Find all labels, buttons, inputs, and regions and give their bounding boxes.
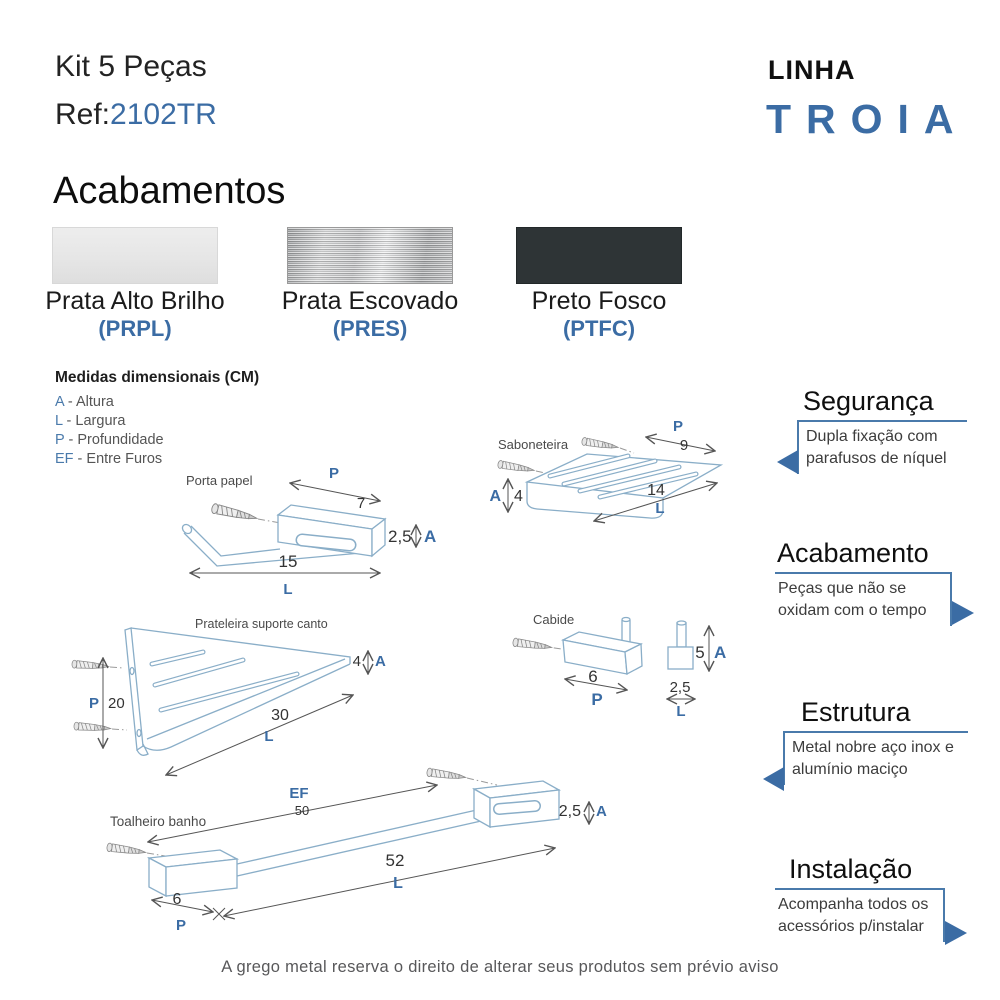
dim-value-ef: 50 xyxy=(294,803,310,818)
finish-name: Preto Fosco xyxy=(531,287,667,315)
drawing-label: Prateleira suporte canto xyxy=(195,617,328,631)
dim-letter-ef: EF xyxy=(289,785,309,802)
dim-letter-l: L xyxy=(676,703,686,720)
finish-name: Prata Alto Brilho xyxy=(45,287,225,315)
callout-text xyxy=(783,731,968,785)
dim-value-p: 9 xyxy=(679,437,689,454)
callout-text xyxy=(797,420,967,474)
swatch-brushed-silver xyxy=(287,227,453,284)
legend-sep: - xyxy=(62,413,76,429)
callout-title: Segurança xyxy=(803,386,934,416)
callout-title: Instalação xyxy=(789,854,913,884)
drawing-label: Toalheiro banho xyxy=(110,814,207,829)
dim-letter-p: P xyxy=(328,465,340,482)
ref-label: Ref: xyxy=(55,98,111,131)
callout-estrutura xyxy=(783,697,968,785)
callout-acabamento xyxy=(775,538,952,626)
legend-key: L xyxy=(55,413,63,429)
legend-label: Altura xyxy=(75,394,114,410)
dim-letter-l: L xyxy=(283,581,293,598)
dim-letter-a: A xyxy=(714,643,727,662)
dim-value-a: 2,5 xyxy=(558,803,581,820)
arrow-right-icon xyxy=(952,601,974,625)
drawing-label: Saboneteira xyxy=(498,437,569,452)
finish-code: (PRPL) xyxy=(98,316,172,341)
dim-letter-a: A xyxy=(489,488,501,505)
swatch-matte-black xyxy=(516,227,682,284)
legend-sep: - xyxy=(63,394,76,410)
callout-text-content: Peças que não se oxidam com o tempo xyxy=(778,580,927,619)
swatch-gloss-silver xyxy=(52,227,218,284)
prateleira-body xyxy=(125,628,350,755)
legend-key: EF xyxy=(55,451,74,467)
extension-cross xyxy=(213,908,225,920)
ref-line xyxy=(55,98,217,132)
centerline xyxy=(620,448,634,453)
dim-value-l: 15 xyxy=(278,552,298,571)
arrow-left-icon xyxy=(763,767,784,791)
callout-text xyxy=(775,572,952,626)
saboneteira-body xyxy=(527,454,721,518)
dim-value-l: 30 xyxy=(271,707,289,724)
legend-row xyxy=(55,393,259,412)
dim-value-p: 20 xyxy=(108,695,125,712)
dim-value-p: 6 xyxy=(172,891,182,908)
centerline xyxy=(112,729,127,730)
legend-sep: - xyxy=(64,432,78,448)
toalheiro-body xyxy=(149,781,559,896)
screw-icon xyxy=(497,460,535,474)
line-name: TROIA xyxy=(766,96,969,142)
dim-letter-l: L xyxy=(393,875,403,892)
dim-value-a: 4 xyxy=(514,488,523,505)
dim-value-a: 4 xyxy=(352,653,361,670)
dim-letter-p: P xyxy=(591,690,603,709)
screw-icon xyxy=(211,503,258,523)
dim-value-p: 7 xyxy=(356,495,366,512)
legend-label: Entre Furos xyxy=(86,451,163,467)
dim-letter-p: P xyxy=(175,917,187,934)
centerline xyxy=(467,778,497,785)
legend-key: P xyxy=(55,432,65,448)
dim-value-l: 2,5 xyxy=(669,679,691,696)
centerline xyxy=(110,667,123,668)
screw-icon xyxy=(74,722,111,733)
cabide-drawing xyxy=(495,590,765,735)
finish-code: (PRES) xyxy=(332,316,408,341)
callout-text-content: Dupla fixação com parafusos de níquel xyxy=(806,428,947,467)
dim-letter-a: A xyxy=(375,653,386,670)
legend-label: Largura xyxy=(75,413,126,429)
saboneteira-drawing xyxy=(470,415,740,535)
line-label: LINHA xyxy=(768,55,856,85)
cabide-body xyxy=(563,618,693,675)
finishes-title: Acabamentos xyxy=(53,170,286,212)
dim-value-p: 6 xyxy=(588,667,598,686)
dim-value-l: 14 xyxy=(647,482,665,499)
finish-code: (PTFC) xyxy=(562,316,636,341)
callout-title: Estrutura xyxy=(801,697,911,727)
finish-name: Prata Escovado xyxy=(281,287,459,315)
ref-value: 2102TR xyxy=(110,98,217,131)
callout-instalacao xyxy=(775,854,945,942)
callout-text-content: Metal nobre aço inox e alumínio maciço xyxy=(792,739,954,778)
legend-sep: - xyxy=(73,451,87,467)
footer-disclaimer: A grego metal reserva o direito de alterar seus produtos sem prévio aviso xyxy=(221,958,779,976)
screw-icon xyxy=(106,843,146,857)
legend-label: Profundidade xyxy=(77,432,164,448)
drawing-label: Porta papel xyxy=(186,473,253,488)
dim-value-a: 5 xyxy=(695,643,705,662)
dim-value-l: 52 xyxy=(385,851,405,870)
screw-icon xyxy=(581,437,619,451)
dim-letter-l: L xyxy=(264,728,274,745)
dim-value-a: 2,5 xyxy=(388,527,412,546)
callout-title: Acabamento xyxy=(777,538,929,568)
legend-row xyxy=(55,412,259,431)
screw-icon xyxy=(512,638,552,652)
porta-papel-drawing xyxy=(150,445,460,600)
dim-letter-p: P xyxy=(88,695,99,712)
screw-icon xyxy=(426,768,466,782)
callout-text xyxy=(775,888,945,942)
arrow-right-icon xyxy=(945,921,967,945)
dim-letter-a: A xyxy=(424,527,437,546)
legend-title: Medidas dimensionais (CM) xyxy=(55,369,260,386)
dim-letter-a: A xyxy=(596,803,607,820)
callout-seguranca xyxy=(797,386,967,474)
arrow-left-icon xyxy=(777,450,798,474)
toalheiro-drawing xyxy=(85,748,665,948)
dim-letter-l: L xyxy=(655,500,665,517)
kit-title: Kit 5 Peças xyxy=(55,50,207,83)
dim-letter-p: P xyxy=(672,418,684,435)
callout-text-content: Acompanha todos os acessórios p/instalar xyxy=(778,896,929,935)
drawing-label: Cabide xyxy=(533,612,575,627)
legend-key: A xyxy=(55,394,64,410)
